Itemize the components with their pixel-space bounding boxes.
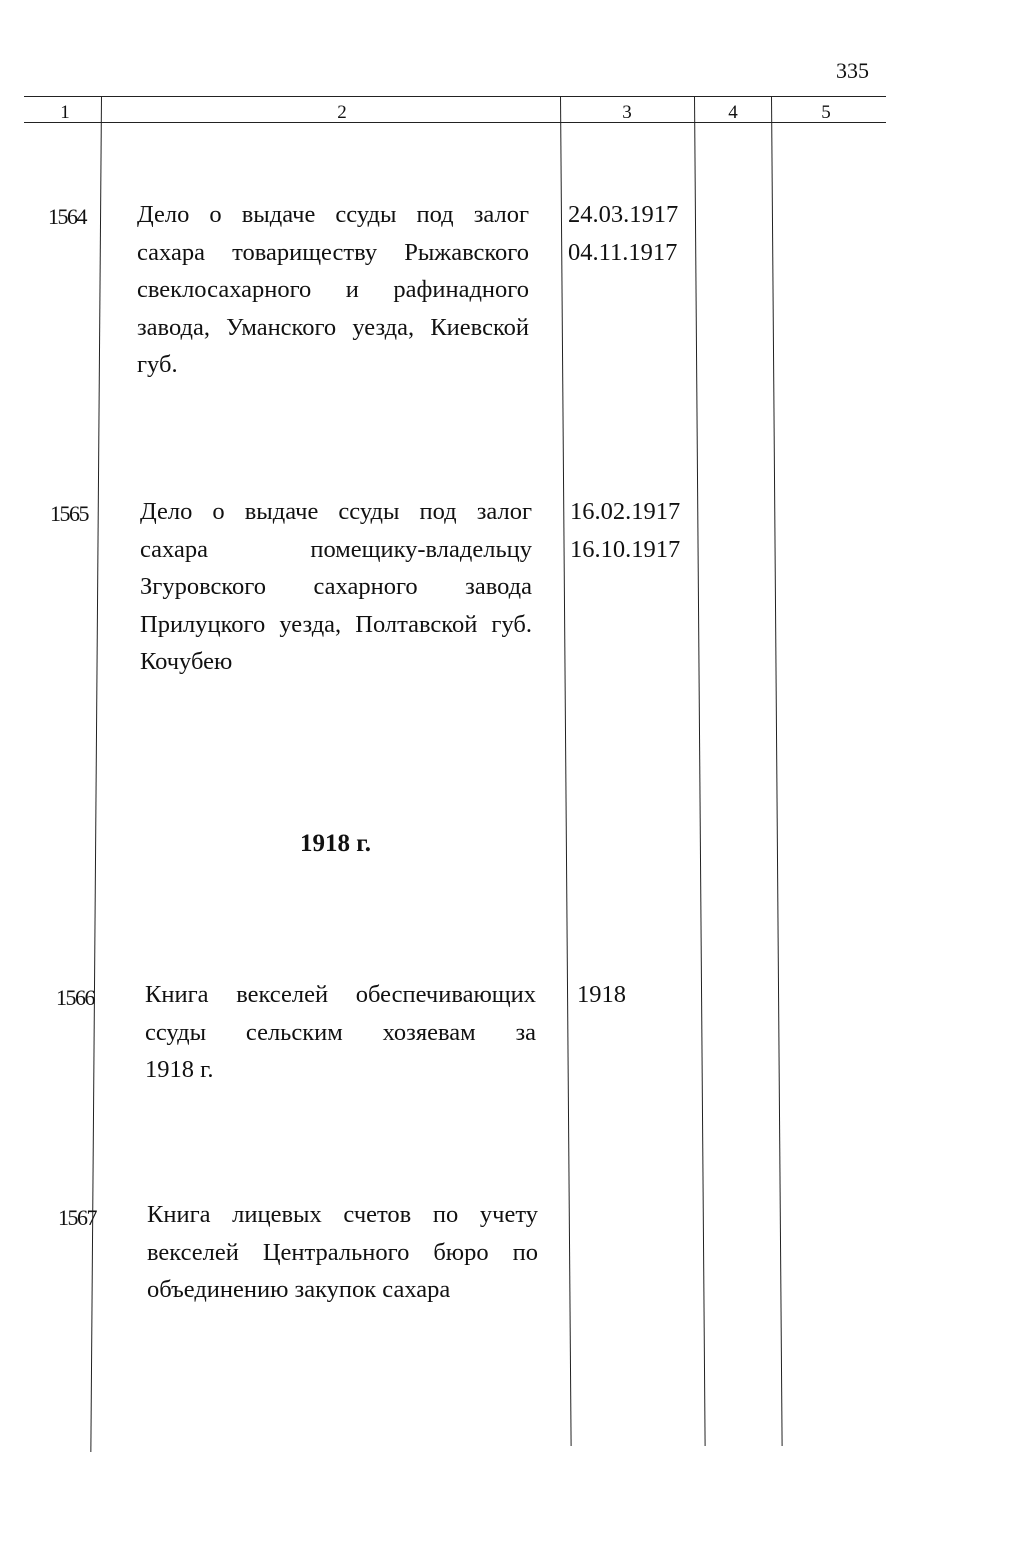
record-dates: [570, 493, 680, 568]
record-description: [145, 976, 536, 1089]
table-top-rule: [24, 96, 886, 97]
date-line: 04.11.1917: [568, 238, 678, 266]
description-line: Книга векселей обеспечивающих: [145, 981, 536, 1008]
description-line: губ.: [137, 351, 178, 378]
description-line: Прилуцкого уезда, Полтавской губ.: [140, 610, 532, 638]
column-rule-4-5: [771, 96, 783, 1446]
description-line: завода, Уманского уезда, Киевской: [137, 313, 529, 341]
record-description: [137, 196, 529, 384]
description-line: объединению закупок сахара: [147, 1276, 451, 1303]
description-line: Книга лицевых счетов по учету: [147, 1201, 538, 1228]
description-line: Згуровского сахарного завода: [140, 573, 532, 600]
description-line: свеклосахарного и рафинадного: [137, 276, 529, 303]
description-line: Кочубею: [140, 648, 233, 675]
record-dates: [568, 196, 678, 271]
column-header-2: 2: [337, 102, 347, 123]
column-header-3: 3: [622, 102, 632, 123]
description-line: сахара товариществу Рыжавского: [137, 238, 529, 266]
date-line: 16.02.1917: [570, 498, 681, 525]
column-rule-2-3: [560, 96, 572, 1446]
description-line: векселей Центрального бюро по: [147, 1238, 538, 1266]
date-line: 16.10.1917: [570, 535, 681, 563]
record-number: 1566: [56, 985, 94, 1010]
description-line: Дело о выдаче ссуды под залог: [137, 201, 529, 228]
description-line: 1918 г.: [145, 1056, 214, 1083]
column-header-1: 1: [60, 102, 70, 123]
section-heading-year: 1918 г.: [300, 830, 372, 857]
description-line: сахара помещику-владельцу: [140, 535, 532, 563]
description-line: ссуды сельским хозяевам за: [145, 1018, 536, 1046]
record-number: 1564: [48, 204, 86, 229]
record-number: 1567: [58, 1205, 96, 1230]
record-description: [147, 1196, 538, 1309]
record-description: [140, 493, 532, 681]
date-line: 1918: [577, 981, 626, 1008]
record-dates: [577, 976, 626, 1014]
column-header-4: 4: [728, 102, 738, 123]
date-line: 24.03.1917: [568, 201, 679, 228]
column-header-5: 5: [821, 102, 831, 123]
page-number: 335: [836, 58, 869, 83]
table-header-rule: [24, 122, 886, 123]
description-line: Дело о выдаче ссуды под залог: [140, 498, 532, 525]
column-rule-1-2: [90, 96, 102, 1452]
record-number: 1565: [50, 501, 88, 526]
column-rule-3-4: [694, 96, 706, 1446]
